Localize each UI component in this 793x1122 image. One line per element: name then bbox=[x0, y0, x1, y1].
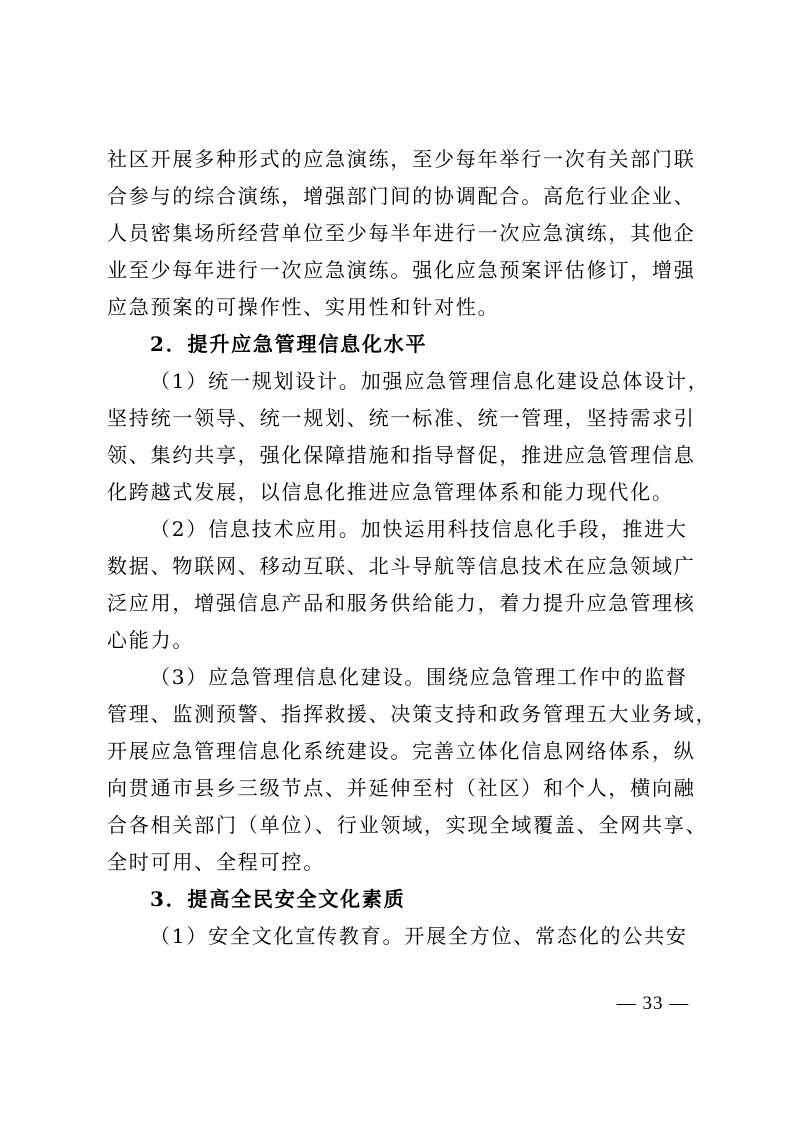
document-body bbox=[107, 141, 718, 955]
text-line: （2）信息技术应用。加快运用科技信息化手段，推进大 bbox=[150, 517, 688, 541]
body-paragraph bbox=[107, 141, 696, 326]
text-line: 人员密集场所经营单位至少每半年进行一次应急演练，其他企 bbox=[107, 221, 696, 245]
text-line: 坚持统一领导、统一规划、统一标准、统一管理，坚持需求引 bbox=[107, 406, 696, 430]
body-paragraph bbox=[107, 918, 693, 955]
body-paragraph bbox=[107, 659, 718, 881]
page-number: — 33 — bbox=[616, 993, 690, 1014]
text-line: 泛应用，增强信息产品和服务供给能力，着力提升应急管理核 bbox=[107, 591, 696, 615]
section-heading bbox=[107, 326, 693, 363]
text-line: （3）应急管理信息化建设。围绕应急管理工作中的监督 bbox=[150, 665, 688, 689]
text-line: 2．提升应急管理信息化水平 bbox=[150, 332, 428, 356]
body-paragraph bbox=[107, 511, 696, 659]
text-line: 开展应急管理信息化系统建设。完善立体化信息网络体系，纵 bbox=[107, 739, 696, 763]
text-line: 心能力。 bbox=[107, 628, 195, 652]
text-line: 领、集约共享，强化保障措施和指导督促，推进应急管理信息 bbox=[107, 443, 696, 467]
text-line: 化跨越式发展，以信息化推进应急管理体系和能力现代化。 bbox=[107, 480, 674, 504]
text-line: 3．提高全民安全文化素质 bbox=[150, 887, 406, 911]
text-line: 全时可用、全程可控。 bbox=[107, 850, 325, 874]
text-line: （1）统一规划设计。加强应急管理信息化建设总体设计， bbox=[150, 369, 710, 393]
section-heading bbox=[107, 881, 693, 918]
text-line: （1）安全文化宣传教育。开展全方位、常态化的公共安 bbox=[150, 924, 688, 948]
text-line: 合各相关部门（单位）、行业领域，实现全域覆盖、全网共享、 bbox=[107, 813, 708, 837]
text-line: 应急预案的可操作性、实用性和针对性。 bbox=[107, 295, 500, 319]
body-paragraph bbox=[107, 363, 710, 511]
text-line: 合参与的综合演练，增强部门间的协调配合。高危行业企业、 bbox=[107, 184, 696, 208]
text-line: 社区开展多种形式的应急演练，至少每年举行一次有关部门联 bbox=[107, 147, 696, 171]
text-line: 数据、物联网、移动互联、北斗导航等信息技术在应急领域广 bbox=[107, 554, 696, 578]
text-line: 管理、监测预警、指挥救援、决策支持和政务管理五大业务域， bbox=[107, 702, 718, 726]
text-line: 向贯通市县乡三级节点、并延伸至村（社区）和个人，横向融 bbox=[107, 776, 696, 800]
text-line: 业至少每年进行一次应急演练。强化应急预案评估修订，增强 bbox=[107, 258, 696, 282]
